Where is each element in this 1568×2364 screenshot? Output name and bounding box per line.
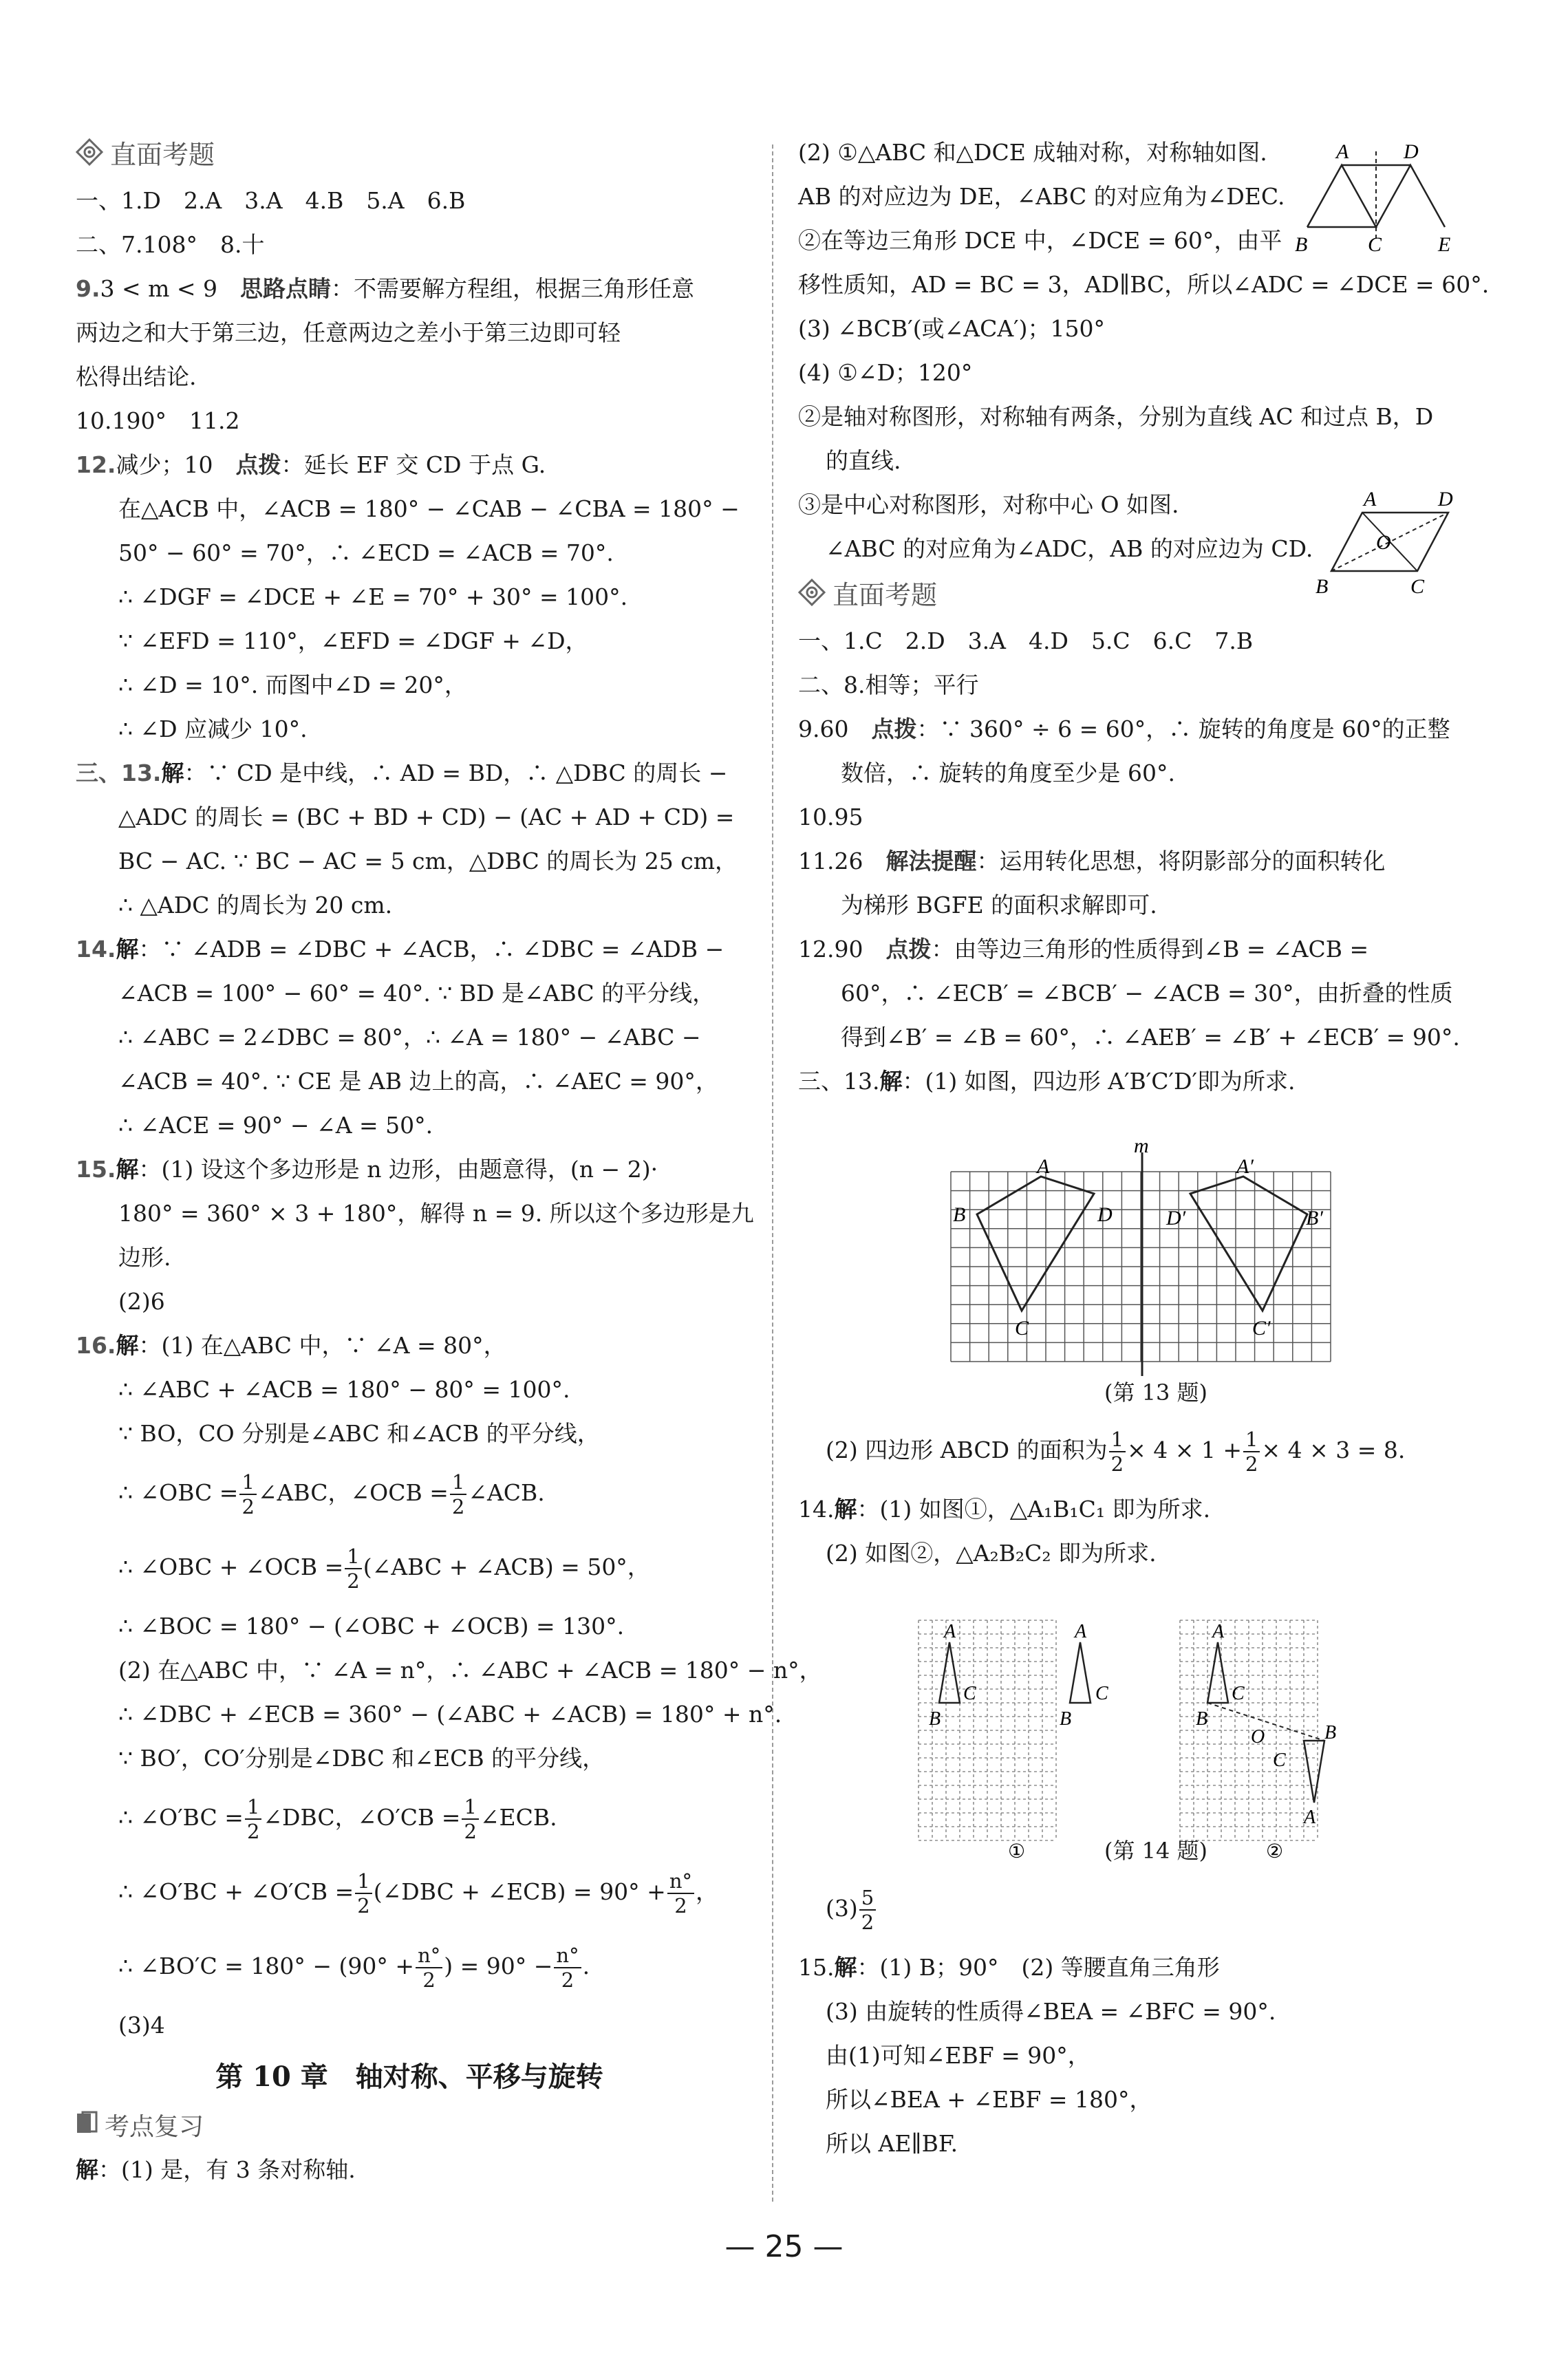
fraction: $\frac{n^\circ}{2}$ [667,1869,694,1917]
fraction: $\frac{1}{2}$ [1109,1428,1126,1476]
answer-line: ∴ ∠OBC + ∠OCB = $\frac{1}{2}$ (∠ABC + ∠ACB) = 50°， [118,1545,650,1593]
answer-line: (2) ①△ABC 和△DCE 成轴对称，对称轴如图. [798,139,1267,166]
svg-text:D′: D′ [1166,1207,1186,1229]
section-heading: 直面考题 [76,131,743,179]
svg-text:D: D [1097,1203,1113,1226]
answer-line: 10.190° 11.2 [76,407,240,434]
answer-line: 14.解：(1) 如图①，△A₁B₁C₁ 即为所求. [798,1496,1211,1523]
answer-line: 12.90 点拨：由等边三角形的性质得到∠B = ∠ACB = [798,936,1369,963]
answer-line: 二、7.108° 8.十 [76,231,265,258]
svg-text:m: m [1134,1139,1149,1157]
answer-line: 9.3 < m < 9 思路点睛：不需要解方程组，根据三角形任意 [76,275,695,302]
fraction: $\frac{1}{2}$ [345,1545,361,1593]
answer-line: ∴ ∠ABC = 2∠DBC = 80°，∴ ∠A = 180° − ∠ABC − [118,1024,701,1051]
answer-line: ∴ ∠ABC + ∠ACB = 180° − 80° = 100°. [118,1376,570,1403]
figure-13-grid [943,1139,1342,1379]
svg-text:B: B [953,1203,966,1226]
answer-line: △ADC 的周长 = (BC + BD + CD) − (AC + AD + CD) = [118,804,735,830]
answer-line: (3) $\frac{5}{2}$ [798,1871,1514,1946]
svg-text:B: B [1315,575,1329,598]
svg-text:O: O [1376,531,1391,554]
answer-line: (4) ①∠D；120° [798,359,973,386]
rotation-guide [1207,1703,1324,1741]
answer-line: 15.解：(1) B；90° (2) 等腰直角三角形 [798,1954,1220,1981]
answer-line: 一、1.C 2.D 3.A 4.D 5.C 6.C 7.B [798,627,1254,654]
answer-line: 两边之和大于第三边，任意两边之差小于第三边即可轻 [76,319,621,346]
answer-line: 所以 AE∥BF. [826,2130,958,2157]
answer-line: 由(1)可知∠EBF = 90°， [826,2042,1091,2069]
answer-line: 在△ACB 中，∠ACB = 180° − ∠CAB − ∠CBA = 180° − [118,495,740,522]
answer-line: ∴ ∠DGF = ∠DCE + ∠E = 70° + 30° = 100°. [118,583,628,610]
answer-line: 16.解：(1) 在△ABC 中，∵ ∠A = 80°， [76,1332,506,1359]
column-divider [772,144,773,2202]
answer-line: 二、8.相等；平行 [798,671,979,698]
svg-text:A: A [1364,488,1377,511]
answer-line: (2) 四边形 ABCD 的面积为 $\frac{1}{2}$ × 4 × 1 + $\frac{1}{2}$ × 4 × 3 = 8. [826,1428,1406,1476]
svg-text:C: C [1273,1750,1286,1771]
triangle-abc-1 [939,1642,960,1703]
answer-line: ②是轴对称图形，对称轴有两条，分别为直线 AC 和过点 B，D [798,403,1434,430]
answer-line: AB 的对应边为 DE，∠ABC 的对应角为∠DEC. [798,183,1285,210]
svg-text:A: A [1304,1807,1316,1828]
answer-line: 移性质知，AD = BC = 3，AD∥BC，所以∠ADC = ∠DCE = 60°. [798,271,1490,298]
svg-text:D: D [1438,488,1453,511]
answer-line: 数倍，∴ 旋转的角度至少是 60°. [841,760,1175,786]
answer-line: (2) 在△ABC 中，∵ ∠A = n°，∴ ∠ABC + ∠ACB = 180° − n°， [118,1657,822,1684]
figure-parallelogram [1314,482,1465,599]
svg-text:B′: B′ [1306,1207,1323,1229]
svg-text:B: B [1295,233,1308,255]
figure-two-triangles [1293,138,1472,255]
answer-line: 解：(1) 是，有 3 条对称轴. [76,2156,356,2183]
answer-line: BC − AC. ∵ BC − AC = 5 cm，△DBC 的周长为 25 cm， [118,848,738,874]
answer-line: (3)4 [118,2012,165,2039]
fraction: $\frac{1}{2}$ [239,1470,256,1518]
svg-text:E: E [1438,233,1451,255]
svg-text:①: ① [1008,1841,1026,1862]
answer-line: 边形. [118,1244,171,1271]
figure-14-grids [915,1613,1397,1868]
svg-text:C: C [1095,1683,1108,1704]
svg-text:B: B [929,1708,941,1730]
answer-line: ∴ ∠BO′C = 180° − (90° + $\frac{n^\circ}{2}$ ) = 90° − $\frac{n^\circ}{2}$ . [118,1944,590,1992]
section-heading: 直面考题 [798,571,1514,619]
figure-caption: (第 13 题) [1104,1379,1208,1406]
svg-text:C: C [1368,233,1382,255]
triangle-abc-2 [1207,1642,1228,1703]
answer-line: ∴ ∠D = 10°. 而图中∠D = 20°， [118,671,467,698]
answer-line: ∴ ∠ACE = 90° − ∠A = 50°. [118,1112,433,1139]
svg-text:A: A [1336,140,1349,163]
answer-line: 得到∠B′ = ∠B = 60°，∴ ∠AEB′ = ∠B′ + ∠ECB′ = 90°. [841,1024,1460,1051]
svg-text:C: C [1410,575,1425,598]
svg-text:B: B [1196,1708,1208,1730]
fraction: $\frac{1}{2}$ [355,1869,372,1917]
quadrilateral-a1b1c1d1 [1190,1176,1307,1311]
svg-text:A′: A′ [1236,1155,1254,1178]
answer-line: (2) 如图②，△A₂B₂C₂ 即为所求. [826,1540,1157,1567]
answer-line: 为梯形 BGFE 的面积求解即可. [841,892,1157,918]
answer-line: 一、1.D 2.A 3.A 4.B 5.A 6.B [76,187,466,214]
svg-text:A: A [1212,1621,1225,1642]
answer-line: ∴ ∠O′BC = $\frac{1}{2}$ ∠DBC，∠O′CB = $\frac{1}{2}$ ∠ECB. [118,1795,557,1843]
answer-line: ∴ ∠BOC = 180° − (∠OBC + ∠OCB) = 130°. [118,1613,625,1640]
fraction: $\frac{n^\circ}{2}$ [554,1944,581,1992]
grid-1 [919,1620,1056,1840]
answer-line: ∵ BO′，CO′分别是∠DBC 和∠ECB 的平分线， [118,1745,605,1772]
svg-text:A: A [1037,1155,1050,1178]
fraction: $\frac{1}{2}$ [245,1795,261,1843]
svg-text:D: D [1404,140,1419,163]
answer-line: 15.解：(1) 设这个多边形是 n 边形，由题意得，(n − 2)· [76,1156,658,1183]
answer-line: ②在等边三角形 DCE 中，∠DCE = 60°，由平 [798,227,1282,254]
triangle-a1b1c1 [1070,1642,1091,1703]
svg-text:C: C [1015,1317,1029,1340]
triangle-abc [1307,165,1376,227]
answer-line: 的直线. [826,447,901,474]
target-icon [798,573,826,621]
answer-line: (3) ∠BCB′(或∠ACA′)；150° [798,315,1106,342]
svg-text:O: O [1251,1726,1265,1748]
answer-line: ∴ ∠D 应减少 10°. [118,716,308,742]
triangle-dce [1376,165,1445,227]
fraction: $\frac{1}{2}$ [450,1470,466,1518]
answer-line: 180° = 360° × 3 + 180°，解得 n = 9. 所以这个多边形是九 [118,1200,754,1227]
page-number: — 25 — [724,2229,844,2264]
answer-line: ∠ACB = 40°. ∵ CE 是 AB 边上的高，∴ ∠AEC = 90°， [118,1068,718,1095]
grid [951,1172,1331,1362]
answer-line: ∵ BO，CO 分别是∠ABC 和∠ACB 的平分线， [118,1420,600,1447]
answer-line: ③是中心对称图形，对称中心 O 如图. [798,491,1179,518]
answer-line: (2)6 [118,1288,165,1315]
fraction: $\frac{n^\circ}{2}$ [416,1944,442,1992]
left-column [76,131,822,2192]
answer-line: ∠ABC 的对应角为∠ADC，AB 的对应边为 CD. [826,535,1313,562]
answer-line: ∠ACB = 100° − 60° = 40°. ∵ BD 是∠ABC 的平分线， [118,980,716,1007]
answer-line: 松得出结论. [76,363,197,390]
answer-line: (3) 由旋转的性质得∠BEA = ∠BFC = 90°. [826,1998,1276,2025]
chapter-title: 第 10 章 轴对称、平移与旋转 [215,2061,603,2093]
answer-line: ∴ ∠OBC = $\frac{1}{2}$ ∠ABC，∠OCB = $\frac{1}{2}$ ∠ACB. [118,1470,545,1518]
fraction: $\frac{1}{2}$ [462,1795,478,1843]
answer-line: ∵ ∠EFD = 110°，∠EFD = ∠DGF + ∠D， [118,627,588,654]
svg-text:C′: C′ [1252,1317,1271,1340]
review-heading: 考点复习 [76,2107,743,2148]
svg-text:B: B [1060,1708,1072,1730]
fraction: $\frac{1}{2}$ [1243,1428,1260,1476]
svg-text:C: C [963,1683,976,1704]
answer-line: 三、13.解：∵ CD 是中线，∴ AD = BD，∴ △DBC 的周长 − [76,760,728,786]
svg-text:②: ② [1266,1841,1284,1862]
answer-line: 10.95 [798,804,863,830]
quadrilateral-abcd [977,1176,1094,1311]
grid-2 [1180,1620,1318,1840]
answer-line: 9.60 点拨：∵ 360° ÷ 6 = 60°，∴ 旋转的角度是 60°的正整 [798,716,1450,742]
answer-line: 三、13.解：(1) 如图，四边形 A′B′C′D′即为所求. [798,1068,1296,1095]
svg-text:A: A [944,1621,956,1642]
target-icon [76,133,103,181]
answer-line: 12.减少；10 点拨：延长 EF 交 CD 于点 G. [76,451,546,478]
answer-line: ∴ △ADC 的周长为 20 cm. [118,892,393,918]
answer-line: 60°，∴ ∠ECB′ = ∠BCB′ − ∠ACB = 30°，由折叠的性质 [841,980,1453,1007]
answer-line: ∴ ∠O′BC + ∠O′CB = $\frac{1}{2}$ (∠DBC + ∠ECB) = 90° + $\frac{n^\circ}{2}$ ， [118,1869,719,1917]
book-icon [76,2107,99,2149]
fraction: $\frac{5}{2}$ [859,1886,876,1934]
answer-line: 11.26 解法提醒：运用转化思想，将阴影部分的面积转化 [798,848,1386,874]
svg-text:B: B [1324,1722,1337,1743]
answer-line: 14.解：∵ ∠ADB = ∠DBC + ∠ACB，∴ ∠DBC = ∠ADB − [76,936,724,963]
svg-text:A: A [1075,1621,1087,1642]
answer-line: 所以∠BEA + ∠EBF = 180°， [826,2086,1152,2113]
svg-text:C: C [1232,1683,1245,1704]
figure-caption: (第 14 题) [1104,1838,1208,1864]
answer-line: ∴ ∠DBC + ∠ECB = 360° − (∠ABC + ∠ACB) = 180° + n°. [118,1701,782,1728]
answer-line: 50° − 60° = 70°，∴ ∠ECD = ∠ACB = 70°. [118,539,614,566]
